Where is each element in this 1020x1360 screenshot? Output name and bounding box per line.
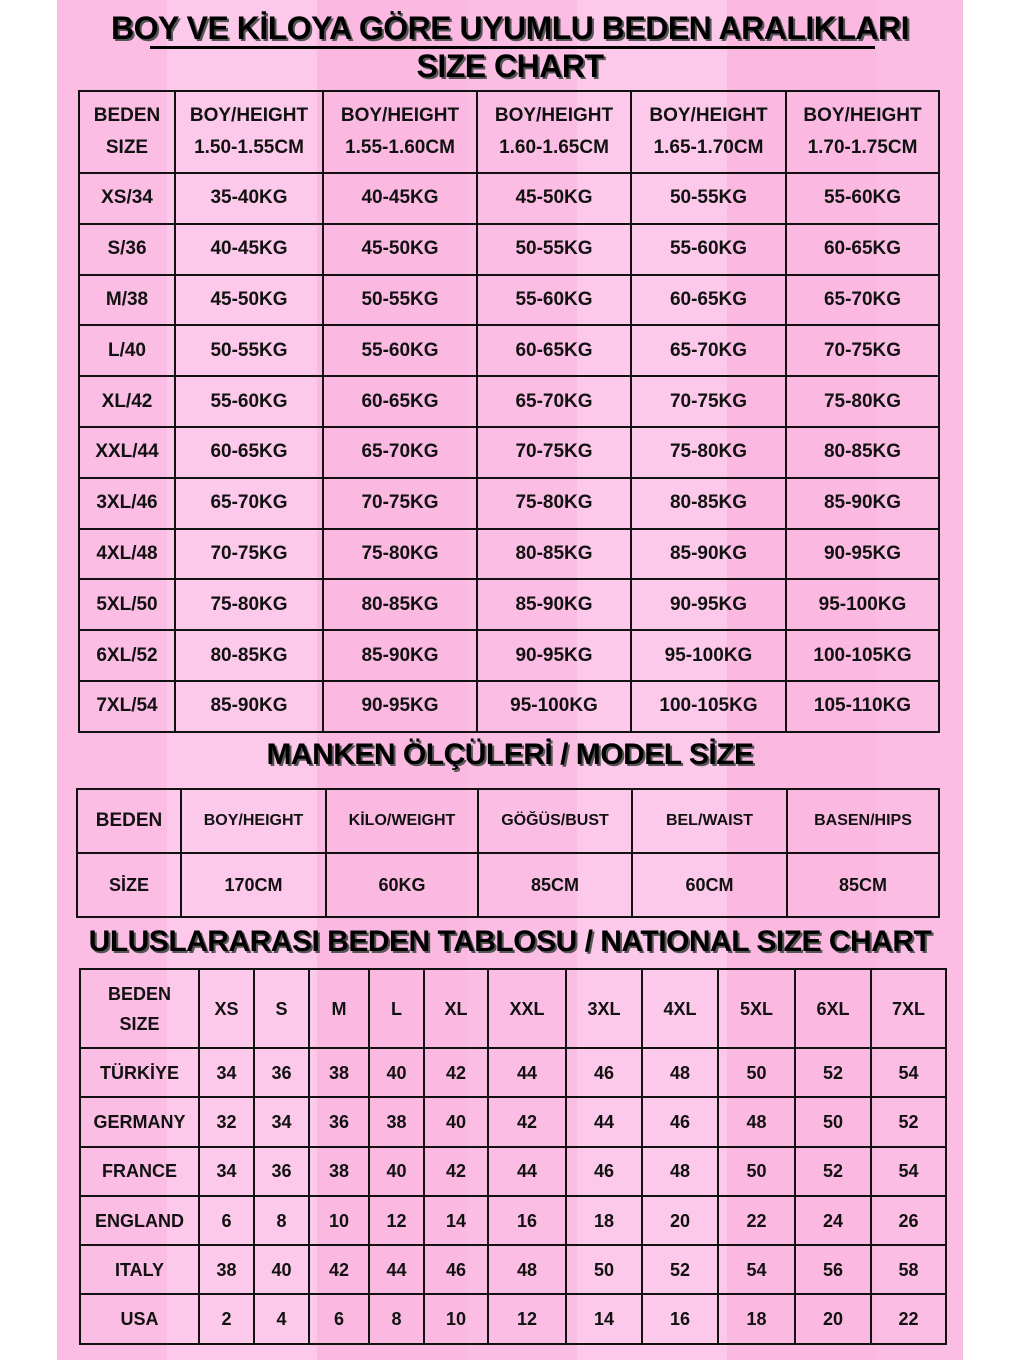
cell-line: 1.55-1.60CM [345, 137, 455, 158]
table-cell: 48 [718, 1097, 795, 1146]
table-cell: 18 [718, 1294, 795, 1343]
table-cell: 56 [795, 1245, 871, 1294]
table-row [77, 853, 939, 917]
table-cell: BEDEN [77, 789, 181, 853]
table-cell: 14 [566, 1294, 642, 1343]
table-cell: 55-60KG [323, 325, 477, 376]
table-cell: KİLO/WEIGHT [326, 789, 478, 853]
header-row [80, 969, 946, 1048]
table-cell: 80-85KG [477, 529, 631, 580]
table-cell: 50 [718, 1147, 795, 1196]
table-cell: BASEN/HIPS [787, 789, 939, 853]
table-cell: 35-40KG [175, 173, 323, 224]
table-cell: 7XL/54 [79, 681, 175, 732]
table-cell: USA [80, 1294, 199, 1343]
table-cell: 42 [424, 1147, 488, 1196]
table-cell: 34 [199, 1048, 254, 1097]
table-cell: 50 [566, 1245, 642, 1294]
table-cell: 75-80KG [175, 579, 323, 630]
table-row [79, 478, 939, 529]
header-row [79, 91, 939, 173]
table-cell: 60-65KG [631, 275, 786, 326]
table-cell [80, 969, 199, 1048]
table-cell: 85-90KG [631, 529, 786, 580]
table-cell [175, 91, 323, 173]
table-cell: 46 [566, 1048, 642, 1097]
table-cell: 60-65KG [786, 224, 939, 275]
table-cell: 34 [254, 1097, 309, 1146]
table-cell: SİZE [77, 853, 181, 917]
table-cell: 50 [795, 1097, 871, 1146]
table-cell: 44 [566, 1097, 642, 1146]
table-cell: 26 [871, 1196, 946, 1245]
table-cell: 48 [642, 1048, 718, 1097]
table-cell: L [369, 969, 424, 1048]
table-cell: 12 [488, 1294, 566, 1343]
table-cell: 4 [254, 1294, 309, 1343]
table-cell: 55-60KG [786, 173, 939, 224]
table-cell: 65-70KG [323, 427, 477, 478]
table-cell: 52 [795, 1048, 871, 1097]
table-cell: 52 [795, 1147, 871, 1196]
table-cell: BOY/HEIGHT [181, 789, 326, 853]
cell-line: BOY/HEIGHT [649, 105, 768, 126]
table-cell: 90-95KG [786, 529, 939, 580]
cell-line: 1.70-1.75CM [807, 137, 918, 158]
table-cell: 95-100KG [631, 630, 786, 681]
table-row [79, 173, 939, 224]
table-cell: 16 [642, 1294, 718, 1343]
table-cell: 42 [309, 1245, 369, 1294]
table-cell: 32 [199, 1097, 254, 1146]
table-cell: 60-65KG [477, 325, 631, 376]
table-cell: 4XL/48 [79, 529, 175, 580]
table-cell: 75-80KG [477, 478, 631, 529]
table-cell: 85-90KG [175, 681, 323, 732]
table-cell: 70-75KG [175, 529, 323, 580]
table-cell: 70-75KG [477, 427, 631, 478]
cell-line: 1.50-1.55CM [194, 137, 304, 158]
table-cell: 60KG [326, 853, 478, 917]
table-cell: 85CM [478, 853, 632, 917]
table-cell: 12 [369, 1196, 424, 1245]
table-cell: 18 [566, 1196, 642, 1245]
table-cell: 45-50KG [477, 173, 631, 224]
table-cell: 95-100KG [477, 681, 631, 732]
table-cell: 65-70KG [631, 325, 786, 376]
table-cell: 42 [488, 1097, 566, 1146]
table-cell: 46 [642, 1097, 718, 1146]
table-row [79, 376, 939, 427]
cell-line: SIZE [105, 137, 149, 158]
size-chart-table [78, 90, 940, 733]
table-cell: FRANCE [80, 1147, 199, 1196]
table-row [80, 1294, 946, 1343]
table-cell: 75-80KG [323, 529, 477, 580]
table-cell: L/40 [79, 325, 175, 376]
cell-line: 1.65-1.70CM [653, 137, 764, 158]
table-cell: 55-60KG [631, 224, 786, 275]
model-size-table [76, 788, 940, 918]
table-cell: 6XL/52 [79, 630, 175, 681]
table-cell: 55-60KG [175, 376, 323, 427]
table-cell: 65-70KG [477, 376, 631, 427]
table-cell: S [254, 969, 309, 1048]
table-cell: 50-55KG [323, 275, 477, 326]
table-cell: 100-105KG [631, 681, 786, 732]
cell-line: BOY/HEIGHT [494, 105, 614, 126]
table-row [79, 275, 939, 326]
table-cell: XL/42 [79, 376, 175, 427]
table-cell: 20 [642, 1196, 718, 1245]
table-cell: 10 [309, 1196, 369, 1245]
table-cell: 40 [369, 1048, 424, 1097]
table-cell: 70-75KG [631, 376, 786, 427]
table-cell: 3XL [566, 969, 642, 1048]
table-cell: S/36 [79, 224, 175, 275]
table-cell: 75-80KG [631, 427, 786, 478]
table-cell: 8 [254, 1196, 309, 1245]
table-cell: 44 [488, 1147, 566, 1196]
table-cell: 44 [488, 1048, 566, 1097]
table-cell: XS [199, 969, 254, 1048]
table-cell: 90-95KG [323, 681, 477, 732]
table-cell: 75-80KG [786, 376, 939, 427]
table-row [80, 1097, 946, 1146]
table-cell: M/38 [79, 275, 175, 326]
table-cell [323, 91, 477, 173]
table-cell: 50-55KG [631, 173, 786, 224]
table-cell: TÜRKİYE [80, 1048, 199, 1097]
table-cell [786, 91, 939, 173]
cell-line: 1.60-1.65CM [499, 137, 609, 158]
header-row [77, 789, 939, 853]
table-cell: 6XL [795, 969, 871, 1048]
model-size-title: MANKEN ÖLÇÜLERİ / MODEL SİZE [266, 738, 754, 771]
table-cell: 36 [254, 1147, 309, 1196]
table-cell: 90-95KG [631, 579, 786, 630]
table-cell: GERMANY [80, 1097, 199, 1146]
table-cell: 38 [309, 1147, 369, 1196]
table-cell: 58 [871, 1245, 946, 1294]
cell-line: BOY/HEIGHT [340, 105, 460, 126]
table-row [79, 579, 939, 630]
table-cell: GÖĞÜS/BUST [478, 789, 632, 853]
table-row [79, 529, 939, 580]
table-cell: ENGLAND [80, 1196, 199, 1245]
table-cell: 60CM [632, 853, 787, 917]
table-cell: 45-50KG [175, 275, 323, 326]
table-row [79, 681, 939, 732]
table-cell: 8 [369, 1294, 424, 1343]
table-cell: 40-45KG [175, 224, 323, 275]
table-cell: 36 [254, 1048, 309, 1097]
table-cell: 42 [424, 1048, 488, 1097]
table-cell: XL [424, 969, 488, 1048]
table-row [79, 630, 939, 681]
table-cell [477, 91, 631, 173]
table-cell: 6 [309, 1294, 369, 1343]
table-cell: 45-50KG [323, 224, 477, 275]
table-cell: 7XL [871, 969, 946, 1048]
table-cell: 105-110KG [786, 681, 939, 732]
table-cell: BEL/WAIST [632, 789, 787, 853]
table-cell: 95-100KG [786, 579, 939, 630]
table-cell: 5XL/50 [79, 579, 175, 630]
national-size-title: ULUSLARARASI BEDEN TABLOSU / NATIONAL SIZE CHART [88, 925, 932, 958]
table-cell: 170CM [181, 853, 326, 917]
table-cell: M [309, 969, 369, 1048]
table-cell: 65-70KG [786, 275, 939, 326]
table-cell: 65-70KG [175, 478, 323, 529]
table-cell: 14 [424, 1196, 488, 1245]
table-cell: 46 [566, 1147, 642, 1196]
table-cell: 10 [424, 1294, 488, 1343]
table-cell: 34 [199, 1147, 254, 1196]
table-cell: ITALY [80, 1245, 199, 1294]
table-cell: 6 [199, 1196, 254, 1245]
table-cell: 85CM [787, 853, 939, 917]
cell-line: BOY/HEIGHT [803, 105, 922, 126]
table-cell: 80-85KG [175, 630, 323, 681]
table-cell: 70-75KG [323, 478, 477, 529]
table-cell: 20 [795, 1294, 871, 1343]
table-cell: 22 [718, 1196, 795, 1245]
table-cell: 2 [199, 1294, 254, 1343]
table-cell: 40 [369, 1147, 424, 1196]
table-cell: 24 [795, 1196, 871, 1245]
table-cell: 70-75KG [786, 325, 939, 376]
table-cell: 80-85KG [323, 579, 477, 630]
table-cell: 50 [718, 1048, 795, 1097]
table-cell: 40 [254, 1245, 309, 1294]
table-cell: XXL [488, 969, 566, 1048]
page-subtitle: SIZE CHART [416, 48, 604, 84]
table-cell: 54 [718, 1245, 795, 1294]
table-row [80, 1147, 946, 1196]
table-cell: 44 [369, 1245, 424, 1294]
table-cell: 4XL [642, 969, 718, 1048]
table-cell: 22 [871, 1294, 946, 1343]
table-cell [631, 91, 786, 173]
table-cell: 54 [871, 1048, 946, 1097]
table-cell: 85-90KG [323, 630, 477, 681]
table-cell: 50-55KG [477, 224, 631, 275]
table-cell: 48 [488, 1245, 566, 1294]
table-cell: XXL/44 [79, 427, 175, 478]
cell-line: BEDEN [107, 983, 171, 1004]
table-cell: 38 [369, 1097, 424, 1146]
table-row [79, 224, 939, 275]
table-cell: 36 [309, 1097, 369, 1146]
table-cell: 16 [488, 1196, 566, 1245]
table-cell: 85-90KG [786, 478, 939, 529]
table-cell: 90-95KG [477, 630, 631, 681]
table-cell: 46 [424, 1245, 488, 1294]
table-cell: 52 [871, 1097, 946, 1146]
table-row [80, 1245, 946, 1294]
table-cell: 3XL/46 [79, 478, 175, 529]
table-cell: 5XL [718, 969, 795, 1048]
table-cell: 60-65KG [175, 427, 323, 478]
table-cell: 50-55KG [175, 325, 323, 376]
table-cell [79, 91, 175, 173]
table-cell: 54 [871, 1147, 946, 1196]
table-row [80, 1196, 946, 1245]
table-cell: 38 [199, 1245, 254, 1294]
cell-line: BOY/HEIGHT [189, 105, 309, 126]
table-cell: 100-105KG [786, 630, 939, 681]
table-cell: 80-85KG [786, 427, 939, 478]
cell-line: BEDEN [93, 105, 161, 126]
table-row [80, 1048, 946, 1097]
table-row [79, 325, 939, 376]
table-cell: 38 [309, 1048, 369, 1097]
table-cell: 60-65KG [323, 376, 477, 427]
table-cell: XS/34 [79, 173, 175, 224]
national-size-table [79, 968, 947, 1345]
table-cell: 48 [642, 1147, 718, 1196]
page-title: BOY VE KİLOYA GÖRE UYUMLU BEDEN ARALIKLARI [110, 10, 910, 46]
table-cell: 52 [642, 1245, 718, 1294]
table-cell: 40 [424, 1097, 488, 1146]
cell-line: SIZE [119, 1013, 160, 1034]
table-cell: 80-85KG [631, 478, 786, 529]
table-cell: 55-60KG [477, 275, 631, 326]
table-cell: 40-45KG [323, 173, 477, 224]
table-cell: 85-90KG [477, 579, 631, 630]
table-row [79, 427, 939, 478]
